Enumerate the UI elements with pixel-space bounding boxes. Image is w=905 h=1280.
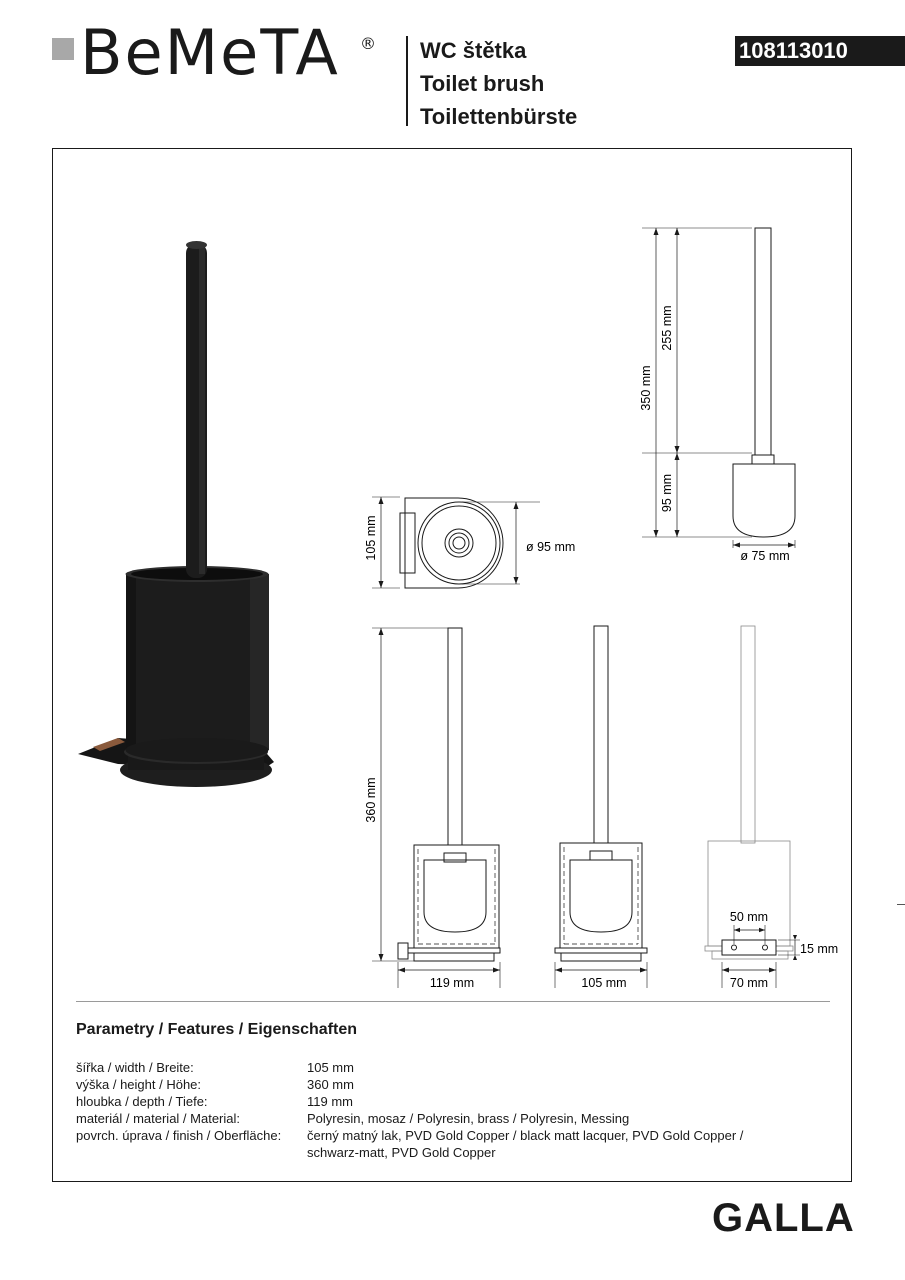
front-view (555, 626, 647, 988)
dim-mount-spacing: 50 mm (729, 910, 769, 924)
dim-brush-total: 350 mm (639, 365, 653, 411)
spec-label: hloubka / depth / Tiefe: (76, 1094, 208, 1109)
side-view-arrows (379, 628, 501, 973)
top-view (372, 497, 540, 588)
product-photo (78, 241, 274, 787)
crop-mark (897, 904, 905, 905)
dim-brush-head: 95 mm (660, 473, 674, 513)
spec-value: Polyresin, mosaz / Polyresin, brass / Polyresin, Messing (307, 1111, 630, 1126)
series-name: GALLA (712, 1196, 855, 1240)
dim-brush-diameter: ø 75 mm (740, 549, 790, 563)
registered-mark: ® (360, 34, 376, 53)
features-heading: Parametry / Features / Eigenschaften (76, 1021, 357, 1038)
product-code: 108113010 (739, 38, 848, 63)
dim-mount-height: 15 mm (800, 942, 839, 956)
dim-top-diameter: ø 95 mm (526, 540, 576, 554)
brush-dimension-arrows (654, 228, 796, 548)
dim-side-depth: 119 mm (429, 976, 475, 990)
section-divider (76, 1001, 830, 1002)
dim-brush-handle: 255 mm (660, 305, 674, 351)
dim-front-width: 105 mm (581, 976, 627, 990)
spec-label: výška / height / Höhe: (76, 1077, 202, 1092)
title-german: Toilettenbürste (420, 104, 578, 129)
dim-height: 360 mm (364, 777, 378, 823)
side-view (372, 628, 500, 988)
title-czech: WC štětka (420, 38, 527, 63)
spec-value: 119 mm (307, 1094, 353, 1109)
dim-mount-width: 70 mm (729, 976, 769, 990)
title-english: Toilet brush (420, 71, 545, 96)
spec-value: schwarz-matt, PVD Gold Copper (307, 1145, 496, 1160)
brand-name: BeMeTA (80, 16, 340, 89)
spec-value: 360 mm (307, 1077, 354, 1092)
spec-label: šířka / width / Breite: (76, 1060, 194, 1075)
spec-value: černý matný lak, PVD Gold Copper / black matt lacquer, PVD Gold Copper / (307, 1128, 744, 1143)
spec-label: povrch. úprava / finish / Oberfläche: (76, 1128, 282, 1143)
dim-top-depth: 105 mm (364, 515, 378, 561)
spec-label: materiál / material / Material: (76, 1111, 240, 1126)
spec-value: 105 mm (307, 1060, 354, 1075)
